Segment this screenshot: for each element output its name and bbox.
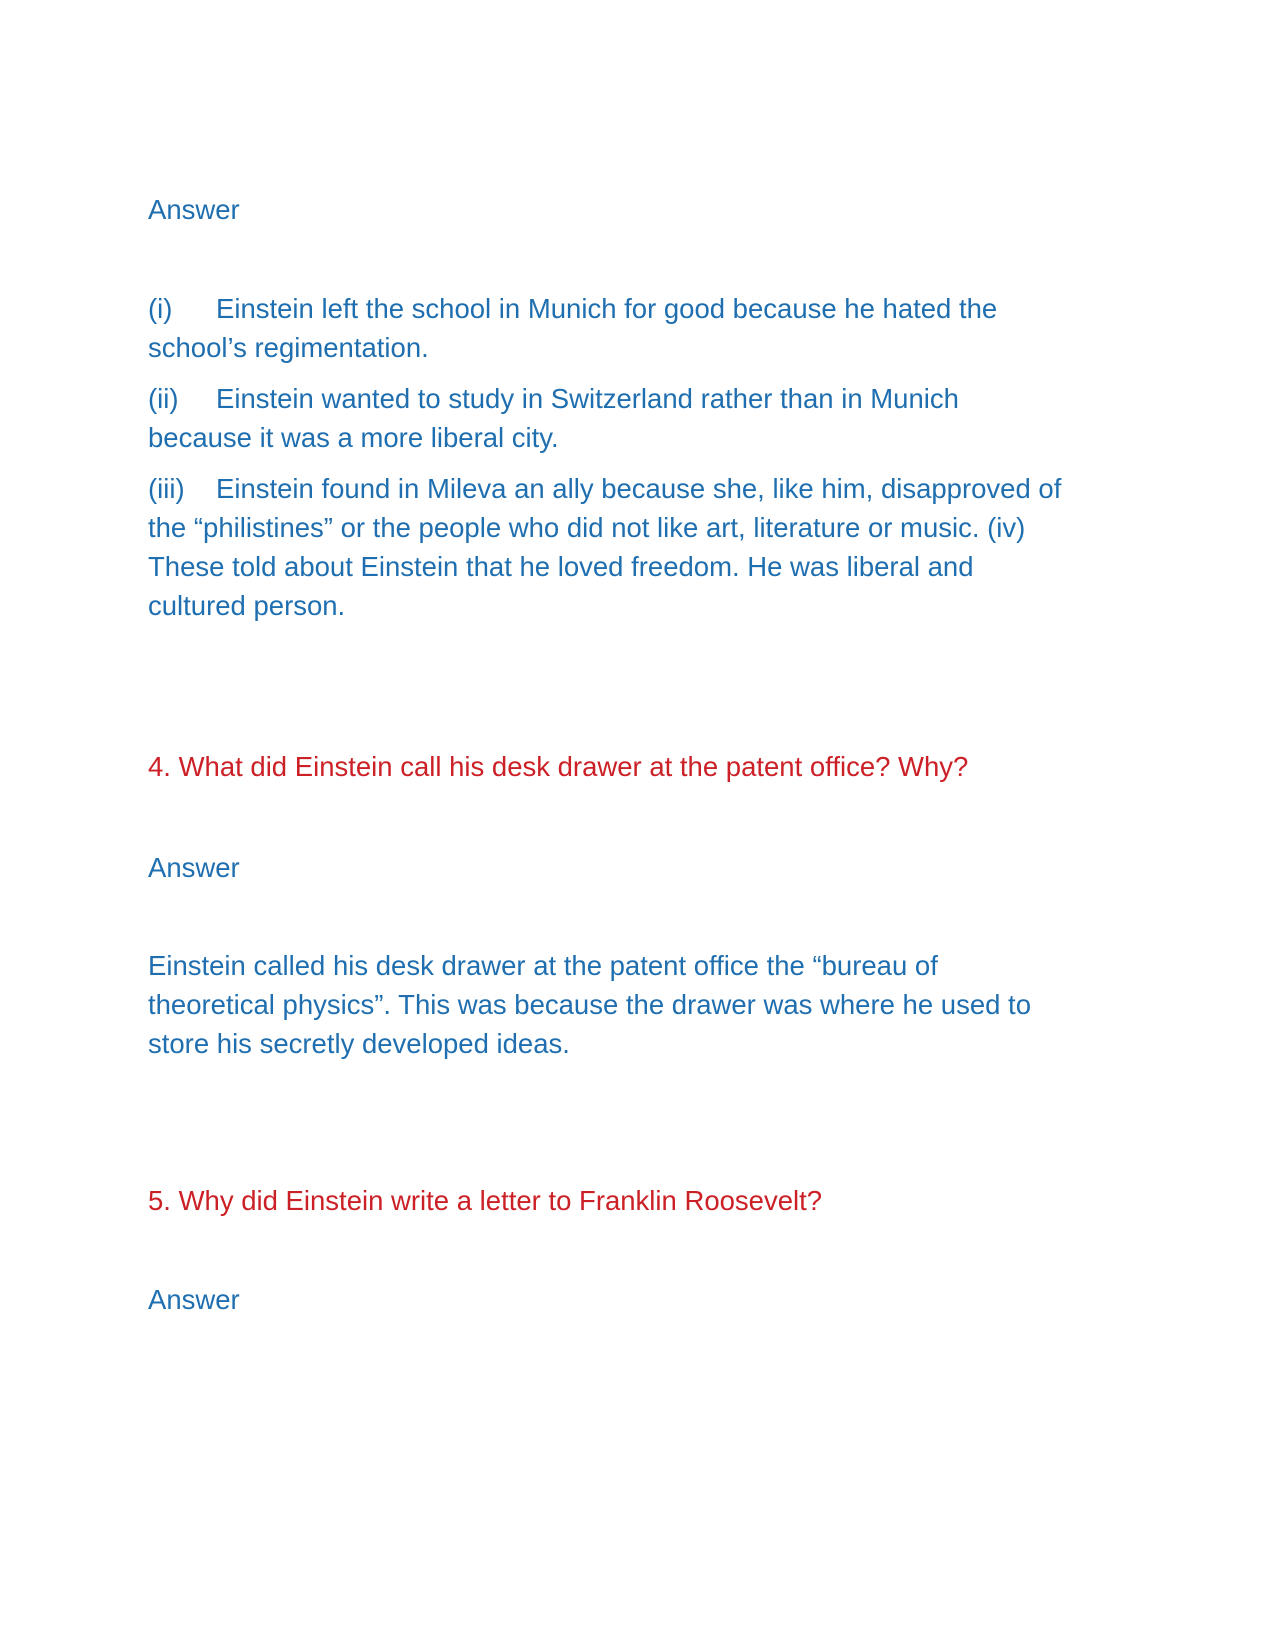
question-5: 5. Why did Einstein write a letter to Franklin Roosevelt? xyxy=(148,1184,823,1216)
answer-4-text: Einstein called his desk drawer at the patent office the “bureau of theoretical physics”. This was because the drawer was where he used to store his secretly developed ideas. xyxy=(148,949,1031,1059)
answer-item-3 xyxy=(148,469,1068,625)
answer-item-2-marker: (ii) xyxy=(148,383,179,415)
answer-item-2 xyxy=(148,379,1068,457)
spacer xyxy=(148,888,1125,946)
answer-item-1-marker: (i) xyxy=(148,293,173,325)
answer-label-1: Answer xyxy=(148,194,240,225)
spacer xyxy=(148,786,1125,848)
answer-item-2-text: Einstein wanted to study in Switzerland rather than in Munich because it was a more liberal city. xyxy=(148,383,959,454)
spacer xyxy=(148,229,1125,289)
answer-item-3-text: Einstein found in Mileva an ally because she, like him, disapproved of the “philistines” or the people who did not like art, literature or music. (iv) These told about Einstein that he loved freedom. He was liberal and cultured person. xyxy=(148,473,1062,622)
spacer xyxy=(148,1063,1125,1181)
spacer xyxy=(148,1220,1125,1280)
spacer xyxy=(148,625,1125,747)
answer-label-3: Answer xyxy=(148,1283,240,1315)
spacer xyxy=(148,457,1125,469)
spacer xyxy=(148,367,1125,379)
answer-label-2: Answer xyxy=(148,852,240,884)
answer-item-1-text: Einstein left the school in Munich for good because he hated the school’s regimentation. xyxy=(148,293,998,364)
answer-item-1 xyxy=(148,289,1068,367)
answer-item-3-marker: (iii) xyxy=(148,473,185,505)
question-4: 4. What did Einstein call his desk drawer at the patent office? Why? xyxy=(148,751,969,783)
